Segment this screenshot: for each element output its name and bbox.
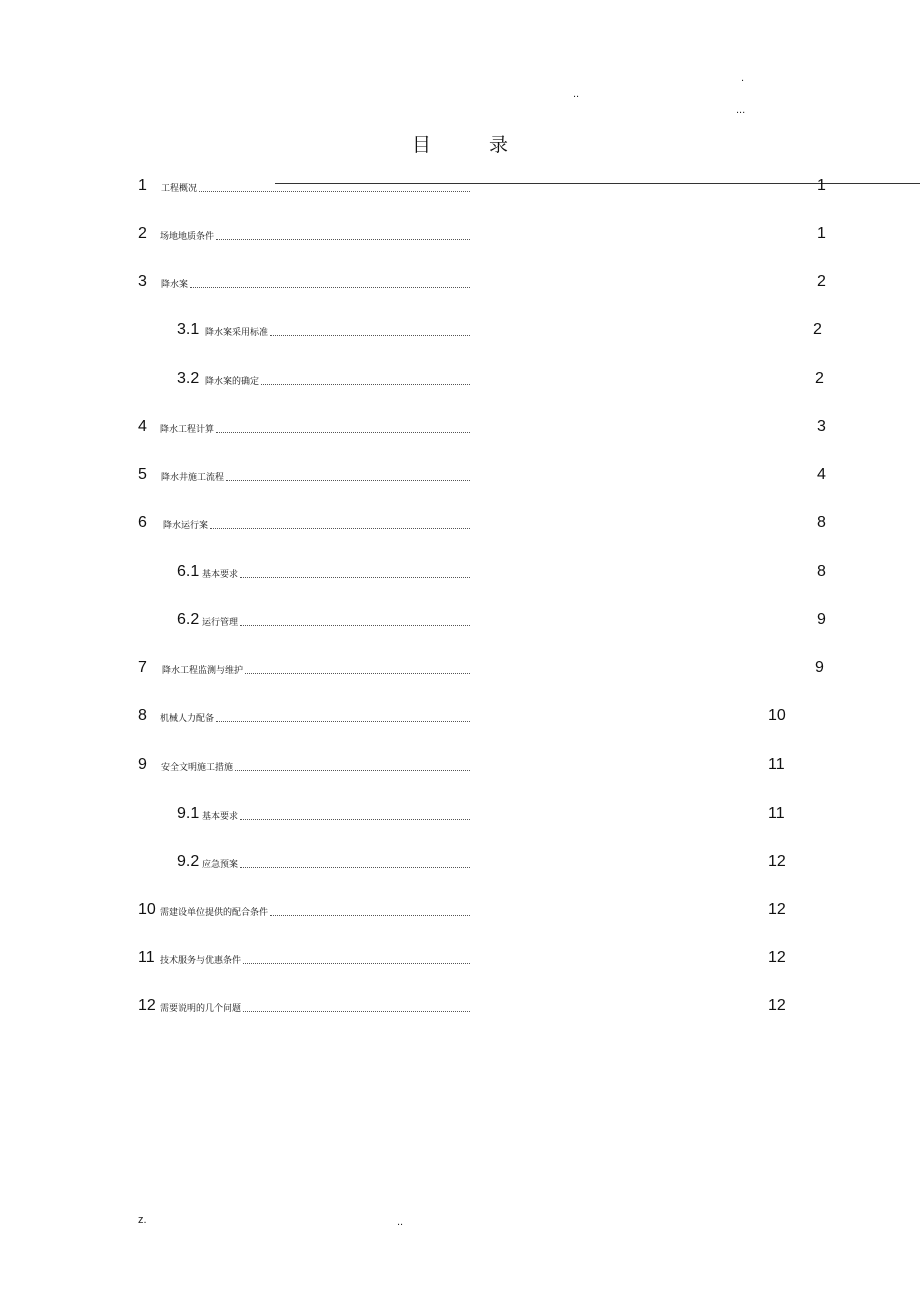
toc-entry-leader xyxy=(216,239,470,240)
toc-entry-label: 工程概况 xyxy=(161,184,198,194)
toc-entry-page: 2 xyxy=(815,370,824,387)
toc-entry-leader xyxy=(270,915,470,916)
toc-entry-label: 基本要求 xyxy=(202,570,239,580)
toc-entry[interactable] xyxy=(0,853,920,875)
toc-entry[interactable] xyxy=(0,997,920,1019)
toc-entry-page: 8 xyxy=(817,514,826,531)
toc-entry-label: 降水工程监测与维护 xyxy=(162,666,244,676)
toc-entry-number: 1 xyxy=(138,177,147,194)
toc-entry-label: 需建设单位提供的配合条件 xyxy=(160,908,269,918)
toc-entry-leader xyxy=(240,577,470,578)
toc-entry[interactable] xyxy=(0,370,920,392)
header-mark-top: . xyxy=(741,72,745,84)
toc-entry[interactable] xyxy=(0,418,920,440)
toc-entry-number: 3 xyxy=(138,273,147,290)
toc-entry-page: 2 xyxy=(813,321,822,338)
toc-entry[interactable] xyxy=(0,611,920,633)
toc-entry-page: 3 xyxy=(817,418,826,435)
toc-entry-leader xyxy=(190,287,470,288)
toc-entry-number: 3.1 xyxy=(177,321,200,338)
toc-entry-number: 4 xyxy=(138,418,147,435)
toc-entry[interactable] xyxy=(0,805,920,827)
toc-entry-page: 12 xyxy=(768,949,786,966)
toc-entry-leader xyxy=(261,384,470,385)
toc-entry-leader xyxy=(210,528,470,529)
toc-entry-label: 安全文明施工措施 xyxy=(161,763,234,773)
toc-entry-label: 需要说明的几个问题 xyxy=(160,1004,242,1014)
toc-entry-leader xyxy=(243,963,470,964)
toc-entry-leader xyxy=(270,335,470,336)
toc-entry-number: 6.1 xyxy=(177,563,200,580)
header-mark-right: ... xyxy=(736,104,746,116)
toc-entry-page: 8 xyxy=(817,563,826,580)
toc-entry-number: 9 xyxy=(138,756,147,773)
toc-entry-number: 5 xyxy=(138,466,147,483)
toc-entry-leader xyxy=(216,721,470,722)
toc-entry-page: 11 xyxy=(768,756,785,773)
toc-entry-leader xyxy=(216,432,470,433)
toc-entry-label: 降水案 xyxy=(161,280,189,290)
toc-entry[interactable] xyxy=(0,707,920,729)
toc-entry-number: 10 xyxy=(138,901,156,918)
toc-entry-number: 9.1 xyxy=(177,805,200,822)
toc-entry-page: 1 xyxy=(817,225,826,242)
toc-entry[interactable] xyxy=(0,659,920,681)
toc-entry-label: 机械人力配备 xyxy=(160,714,215,724)
toc-entry-page: 2 xyxy=(817,273,826,290)
toc-entry-leader xyxy=(199,191,470,192)
toc-title: 目 录 xyxy=(411,134,535,156)
toc-entry-number: 12 xyxy=(138,997,156,1014)
footer-left: z. xyxy=(138,1214,147,1226)
toc-entry-label: 降水井施工流程 xyxy=(161,473,225,483)
toc-entry[interactable] xyxy=(0,756,920,778)
toc-entry[interactable] xyxy=(0,901,920,923)
toc-entry-leader xyxy=(240,625,470,626)
toc-entry-page: 12 xyxy=(768,901,786,918)
toc-entry-label: 技术服务与优惠条件 xyxy=(160,956,242,966)
toc-entry-page: 12 xyxy=(768,853,786,870)
toc-entry-leader xyxy=(226,480,470,481)
toc-entry[interactable] xyxy=(0,949,920,971)
toc-entry-page: 4 xyxy=(817,466,826,483)
toc-entry-leader xyxy=(245,673,470,674)
header-mark-mid: .. xyxy=(573,88,580,100)
toc-entry-label: 运行管理 xyxy=(202,618,239,628)
toc-entry-leader xyxy=(243,1011,470,1012)
toc-entry-label: 基本要求 xyxy=(202,812,239,822)
toc-entry-leader xyxy=(235,770,470,771)
toc-entry-page: 11 xyxy=(768,805,785,822)
toc-entry[interactable] xyxy=(0,273,920,295)
toc-entry-number: 3.2 xyxy=(177,370,200,387)
toc-entry-label: 降水案采用标准 xyxy=(205,328,269,338)
toc-entry-leader xyxy=(240,819,470,820)
toc-entry-number: 11 xyxy=(138,949,155,966)
toc-entry[interactable] xyxy=(0,225,920,247)
footer-center: .. xyxy=(397,1216,404,1228)
toc-entry-number: 7 xyxy=(138,659,147,676)
toc-entry-page: 12 xyxy=(768,997,786,1014)
toc-entry-number: 6.2 xyxy=(177,611,200,628)
toc-entry-number: 2 xyxy=(138,225,147,242)
toc-entry-label: 降水工程计算 xyxy=(160,425,215,435)
toc-entry-label: 应急预案 xyxy=(202,860,239,870)
toc-entry-leader xyxy=(240,867,470,868)
toc-entry-number: 6 xyxy=(138,514,147,531)
toc-entry-number: 9.2 xyxy=(177,853,200,870)
toc-entry[interactable] xyxy=(0,177,920,199)
toc-entry[interactable] xyxy=(0,466,920,488)
toc-entry[interactable] xyxy=(0,514,920,536)
toc-entry-number: 8 xyxy=(138,707,147,724)
toc-entry-page: 10 xyxy=(768,707,786,724)
toc-entry[interactable] xyxy=(0,563,920,585)
toc-entry-page: 1 xyxy=(817,177,826,194)
toc-entry-label: 降水案的确定 xyxy=(205,377,260,387)
toc-entry-page: 9 xyxy=(817,611,826,628)
toc-entry-label: 降水运行案 xyxy=(163,521,209,531)
toc-entry[interactable] xyxy=(0,321,920,343)
toc-entry-label: 场地地质条件 xyxy=(160,232,215,242)
toc-entry-page: 9 xyxy=(815,659,824,676)
